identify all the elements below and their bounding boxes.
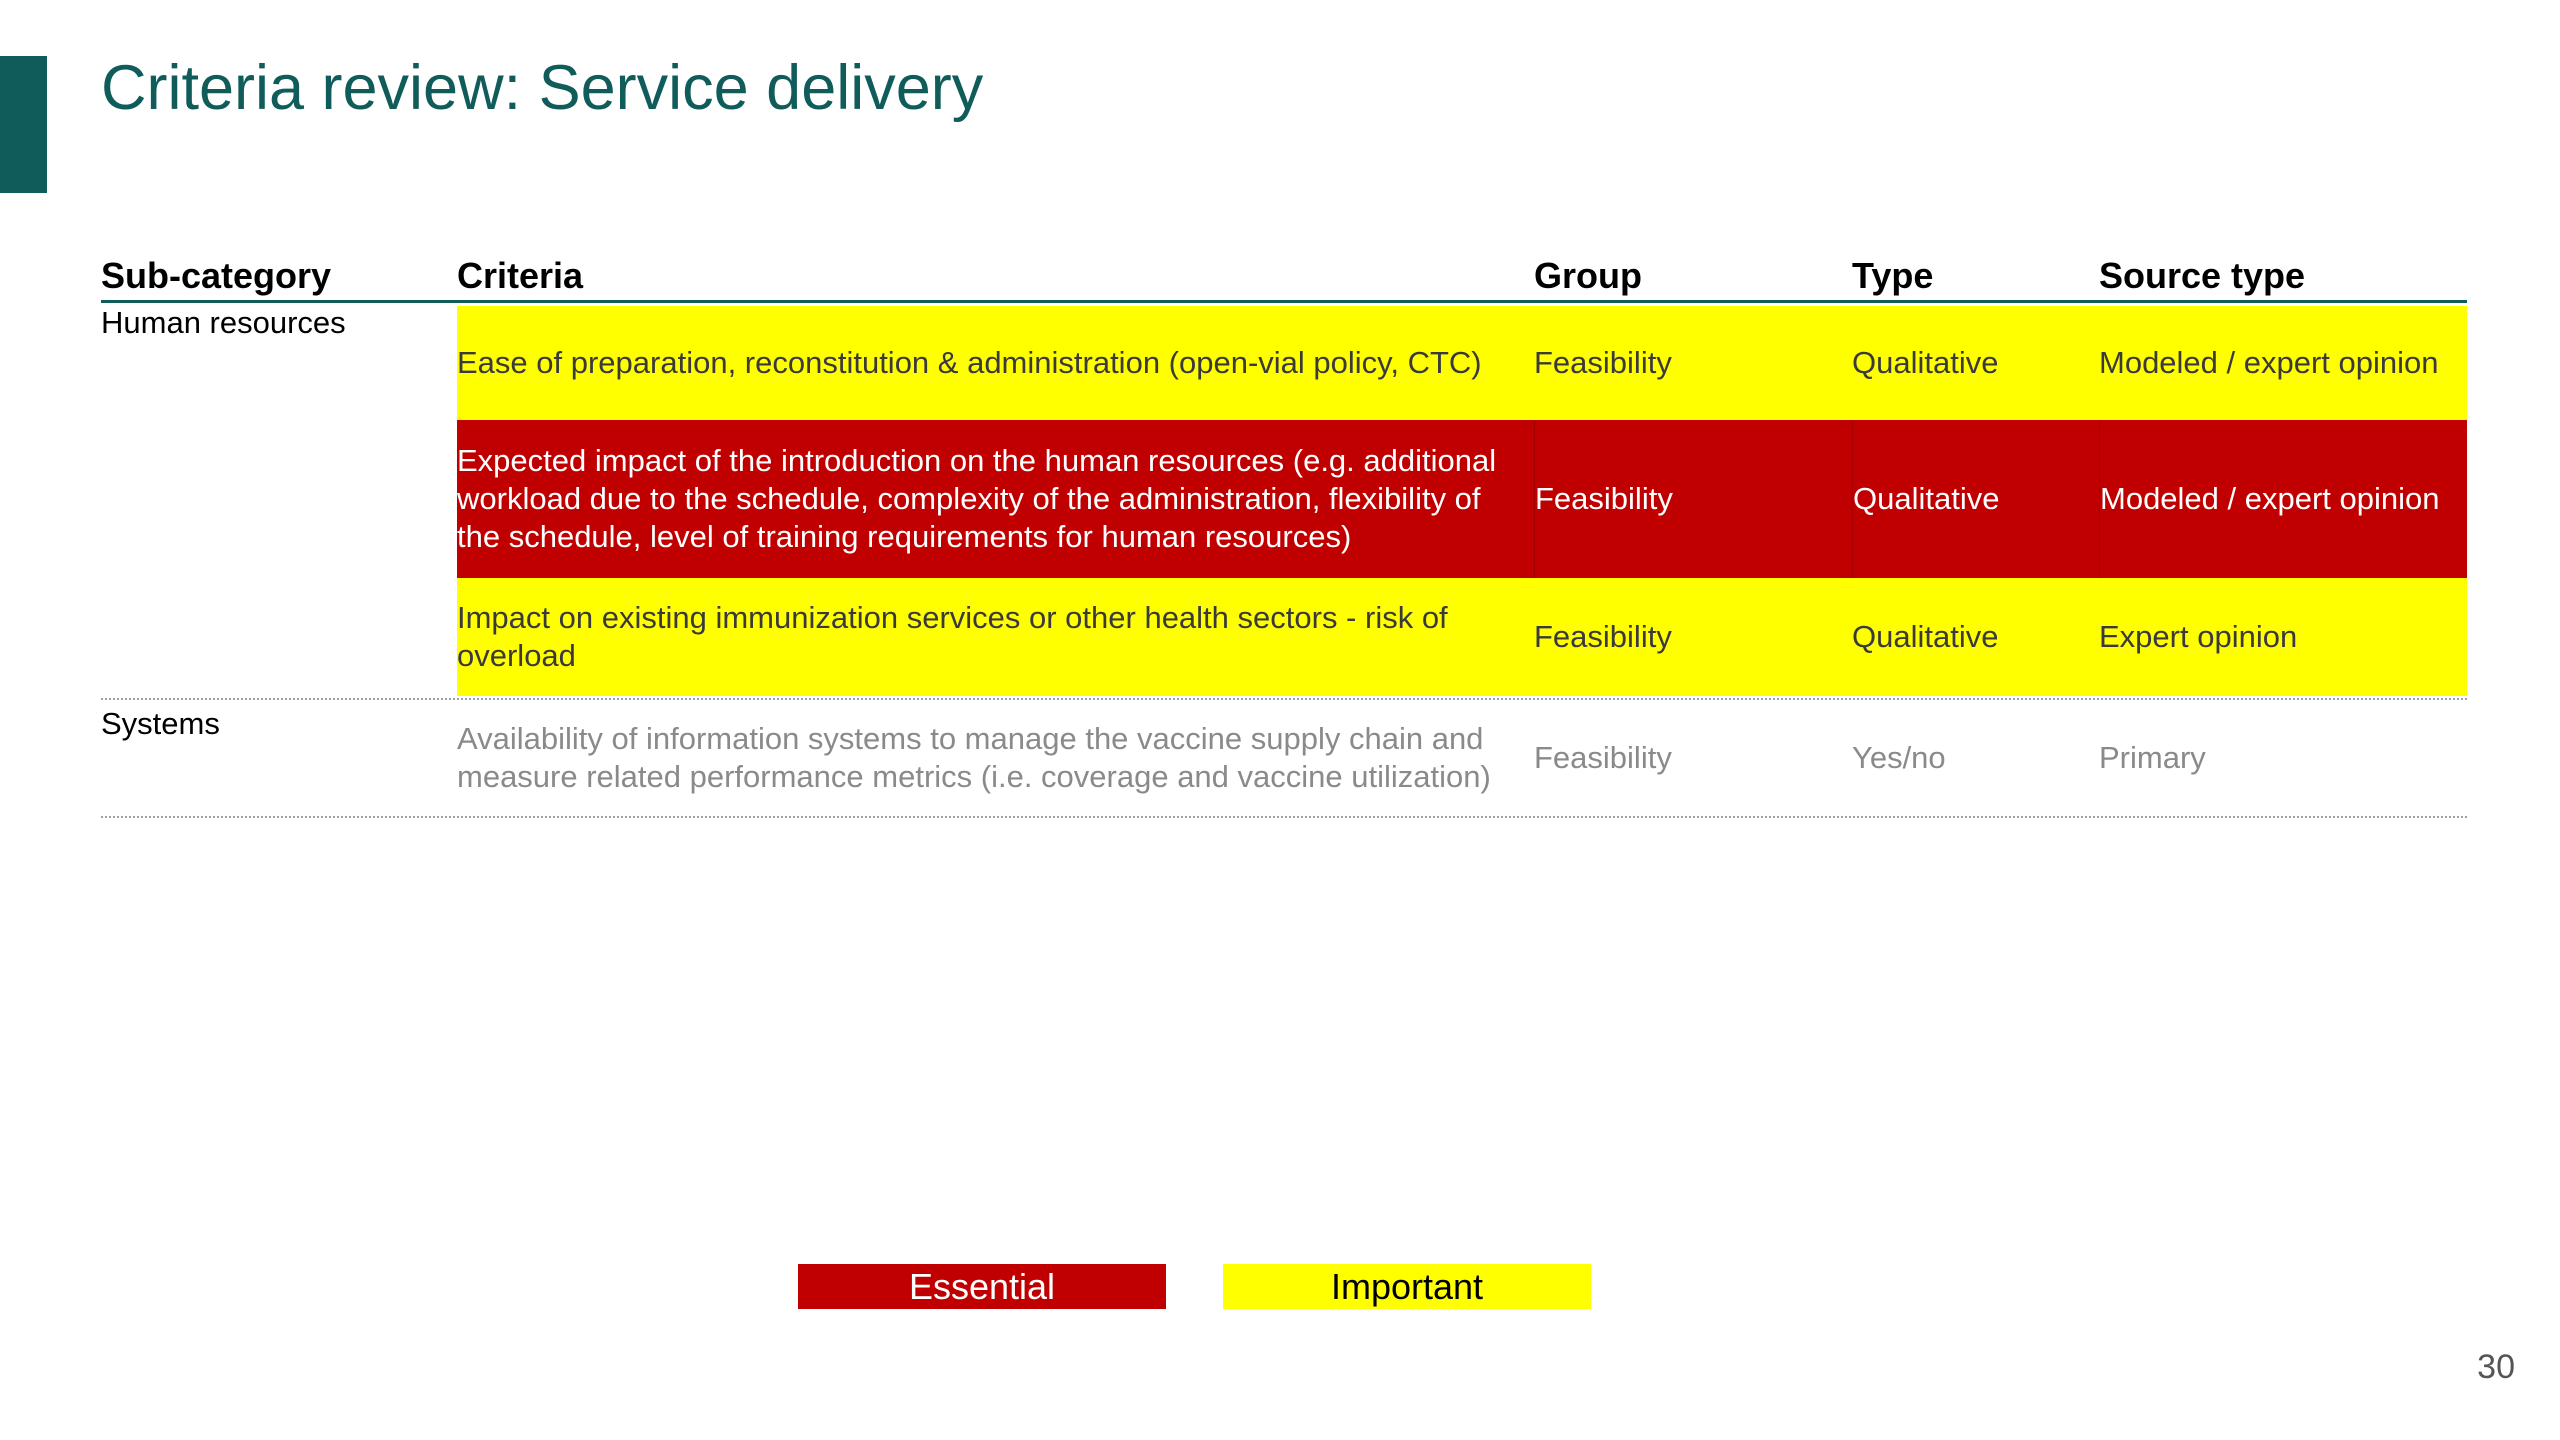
source-type-cell: Modeled / expert opinion <box>2099 420 2467 578</box>
header-criteria: Criteria <box>457 255 584 296</box>
table-row <box>457 420 2467 578</box>
table-row <box>457 700 2467 816</box>
legend-essential: Essential <box>798 1264 1166 1309</box>
table-header-row <box>101 252 2467 303</box>
type-cell: Qualitative <box>1852 619 1999 654</box>
criteria-cell: Expected impact of the introduction on the human resources (e.g. additional workload due to the schedule, complexity of the administration, flexibility of the schedule, level of training requirements for human resources) <box>457 443 1497 554</box>
header-source-type: Source type <box>2099 255 2306 296</box>
criteria-table <box>101 252 2467 818</box>
header-group: Group <box>1534 255 1642 296</box>
header-subcategory: Sub-category <box>101 255 332 296</box>
slide-title: Criteria review: Service delivery <box>101 53 984 123</box>
group-human-resources <box>101 303 2467 700</box>
subcategory-label: Systems <box>101 706 220 741</box>
criteria-cell: Impact on existing immunization services or other health sectors - risk of overload <box>457 600 1448 673</box>
table-row <box>457 306 2467 420</box>
legend-important: Important <box>1223 1264 1591 1309</box>
type-cell: Yes/no <box>1852 740 1946 775</box>
source-type-cell: Primary <box>2099 740 2206 775</box>
header-type: Type <box>1852 255 1934 296</box>
title-accent-bar <box>0 56 47 193</box>
group-systems <box>101 700 2467 818</box>
type-cell: Qualitative <box>1852 420 2099 578</box>
group-cell: Feasibility <box>1534 420 1852 578</box>
group-cell: Feasibility <box>1534 619 1672 654</box>
criteria-cell: Ease of preparation, reconstitution & administration (open-vial policy, CTC) <box>457 345 1482 380</box>
group-cell: Feasibility <box>1534 740 1672 775</box>
source-type-cell: Modeled / expert opinion <box>2099 345 2439 380</box>
page-number: 30 <box>2477 1348 2515 1386</box>
table-row <box>457 578 2467 696</box>
source-type-cell: Expert opinion <box>2099 619 2298 654</box>
type-cell: Qualitative <box>1852 345 1999 380</box>
group-cell: Feasibility <box>1534 345 1672 380</box>
criteria-cell: Availability of information systems to manage the vaccine supply chain and measure related performance metrics (i.e. coverage and vaccine utilization) <box>457 721 1491 794</box>
subcategory-label: Human resources <box>101 305 346 340</box>
